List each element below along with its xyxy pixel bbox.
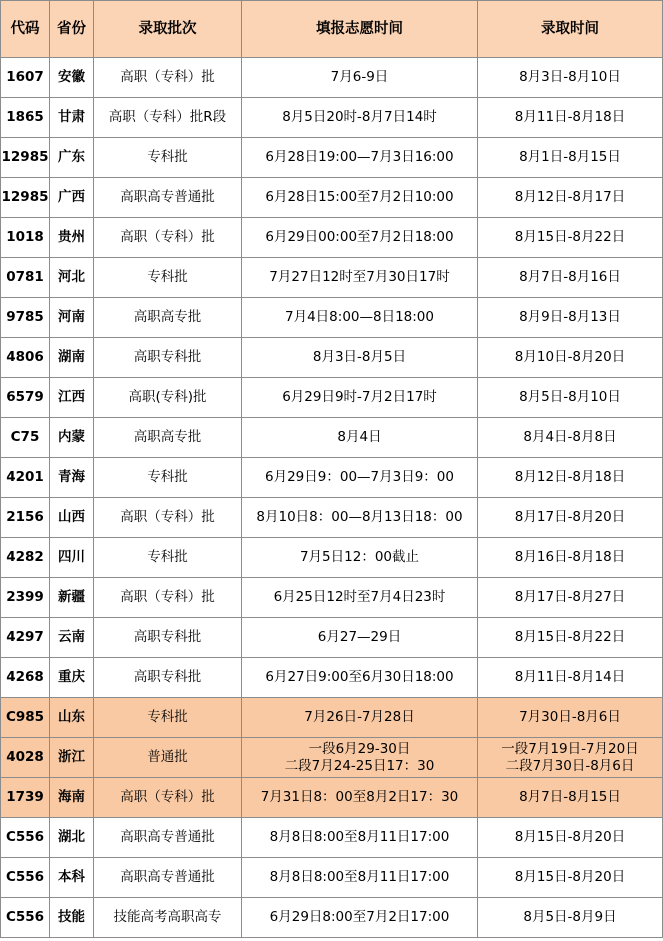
- apply-time-line: 6月29日00:00至7月2日18:00: [265, 229, 454, 245]
- cell-apply-time: [242, 98, 478, 138]
- cell-admit-time: [478, 178, 663, 218]
- admit-time-line: 8月1日-8月15日: [519, 149, 621, 165]
- table-row: [1, 178, 663, 218]
- cell-admit-time: [478, 338, 663, 378]
- cell-apply-time: [242, 378, 478, 418]
- table-row: [1, 618, 663, 658]
- admit-time-line: 8月15日-8月20日: [514, 869, 626, 885]
- cell-admit-time: [478, 578, 663, 618]
- cell-code: 9785: [1, 298, 50, 338]
- cell-batch: 技能高考高职高专: [94, 898, 242, 938]
- admit-time-line: 一段7月19日-7月20日: [501, 740, 639, 757]
- table-row: [1, 698, 663, 738]
- cell-admit-time: [478, 378, 663, 418]
- cell-province: 浙江: [50, 738, 94, 778]
- cell-province: 技能: [50, 898, 94, 938]
- table-row: [1, 658, 663, 698]
- admit-time-line: 8月5日-8月9日: [523, 909, 617, 925]
- table-row: [1, 58, 663, 98]
- cell-admit-time: [478, 298, 663, 338]
- admit-time-line: 8月7日-8月16日: [519, 269, 621, 285]
- cell-province: 湖南: [50, 338, 94, 378]
- apply-time-line: 二段7月24-25日17：30: [284, 757, 435, 774]
- cell-batch: 高职（专科）批: [94, 498, 242, 538]
- admit-time-line: 7月30日-8月6日: [519, 709, 621, 725]
- apply-time-line: 6月27—29日: [317, 629, 402, 645]
- cell-code: C556: [1, 898, 50, 938]
- cell-batch: 高职专科批: [94, 618, 242, 658]
- admit-time-line: 8月5日-8月10日: [519, 389, 621, 405]
- admit-time-line: 二段7月30日-8月6日: [505, 757, 635, 774]
- cell-province: 湖北: [50, 818, 94, 858]
- apply-time-line: 6月29日8:00至7月2日17:00: [269, 909, 450, 925]
- admit-time-line: 8月3日-8月10日: [519, 69, 621, 85]
- cell-apply-time: [242, 818, 478, 858]
- apply-time-line: 7月5日12：00截止: [299, 549, 420, 565]
- cell-admit-time: [478, 738, 663, 778]
- table-header-row: [1, 1, 663, 58]
- cell-apply-time: [242, 178, 478, 218]
- cell-admit-time: [478, 458, 663, 498]
- cell-admit-time: [478, 538, 663, 578]
- cell-batch: 高职高专批: [94, 298, 242, 338]
- cell-apply-time: [242, 538, 478, 578]
- cell-province: 四川: [50, 538, 94, 578]
- cell-code: 12985: [1, 138, 50, 178]
- header-admit-time: 录取时间: [478, 1, 663, 58]
- cell-apply-time: [242, 738, 478, 778]
- cell-batch: 高职专科批: [94, 658, 242, 698]
- cell-batch: 高职高专普通批: [94, 858, 242, 898]
- cell-code: 4028: [1, 738, 50, 778]
- admit-time-line: 8月17日-8月27日: [514, 589, 626, 605]
- admit-time-line: 8月11日-8月14日: [514, 669, 626, 685]
- cell-code: C75: [1, 418, 50, 458]
- admit-time-line: 8月16日-8月18日: [514, 549, 626, 565]
- apply-time-line: 8月4日: [337, 429, 382, 445]
- cell-batch: 高职（专科）批: [94, 218, 242, 258]
- cell-code: C556: [1, 858, 50, 898]
- cell-apply-time: [242, 218, 478, 258]
- cell-admit-time: [478, 898, 663, 938]
- cell-apply-time: [242, 578, 478, 618]
- cell-province: 本科: [50, 858, 94, 898]
- cell-apply-time: [242, 338, 478, 378]
- cell-admit-time: [478, 658, 663, 698]
- cell-code: 4268: [1, 658, 50, 698]
- cell-code: 4201: [1, 458, 50, 498]
- apply-time-line: 6月28日15:00至7月2日10:00: [265, 189, 454, 205]
- apply-time-line: 6月27日9:00至6月30日18:00: [265, 669, 454, 685]
- cell-code: 1607: [1, 58, 50, 98]
- cell-code: C985: [1, 698, 50, 738]
- cell-code: 1018: [1, 218, 50, 258]
- cell-code: 6579: [1, 378, 50, 418]
- cell-admit-time: [478, 858, 663, 898]
- header-batch: 录取批次: [94, 1, 242, 58]
- cell-batch: 专科批: [94, 138, 242, 178]
- cell-apply-time: [242, 138, 478, 178]
- cell-admit-time: [478, 218, 663, 258]
- apply-time-line: 8月3日-8月5日: [312, 349, 407, 365]
- table-row: [1, 738, 663, 778]
- cell-apply-time: [242, 858, 478, 898]
- cell-province: 内蒙: [50, 418, 94, 458]
- apply-time-line: 8月8日8:00至8月11日17:00: [269, 869, 450, 885]
- apply-time-line: 6月29日9：00—7月3日9：00: [265, 469, 454, 485]
- table-row: [1, 858, 663, 898]
- cell-batch: 专科批: [94, 538, 242, 578]
- cell-code: 2399: [1, 578, 50, 618]
- cell-batch: 专科批: [94, 458, 242, 498]
- table-row: [1, 498, 663, 538]
- apply-time-line: 6月29日9时-7月2日17时: [282, 389, 437, 405]
- admit-time-line: 8月7日-8月15日: [519, 789, 621, 805]
- apply-time-line: 7月26日-7月28日: [304, 709, 415, 725]
- cell-province: 重庆: [50, 658, 94, 698]
- table-row: [1, 138, 663, 178]
- cell-apply-time: [242, 898, 478, 938]
- cell-admit-time: [478, 778, 663, 818]
- cell-province: 广东: [50, 138, 94, 178]
- cell-batch: 专科批: [94, 698, 242, 738]
- cell-apply-time: [242, 498, 478, 538]
- cell-province: 河南: [50, 298, 94, 338]
- cell-batch: 专科批: [94, 258, 242, 298]
- cell-apply-time: [242, 418, 478, 458]
- cell-code: 4297: [1, 618, 50, 658]
- table-row: [1, 298, 663, 338]
- admit-time-line: 8月11日-8月18日: [514, 109, 626, 125]
- admit-time-line: 8月10日-8月20日: [514, 349, 626, 365]
- table-row: [1, 818, 663, 858]
- cell-apply-time: [242, 658, 478, 698]
- apply-time-line: 8月10日8：00—8月13日18：00: [256, 509, 463, 525]
- cell-province: 新疆: [50, 578, 94, 618]
- cell-apply-time: [242, 298, 478, 338]
- table-row: [1, 98, 663, 138]
- cell-batch: 高职高专普通批: [94, 818, 242, 858]
- cell-admit-time: [478, 698, 663, 738]
- table-row: [1, 778, 663, 818]
- cell-admit-time: [478, 98, 663, 138]
- admit-time-line: 8月12日-8月17日: [514, 189, 626, 205]
- admit-time-line: 8月9日-8月13日: [519, 309, 621, 325]
- apply-time-line: 6月28日19:00—7月3日16:00: [265, 149, 454, 165]
- cell-province: 甘肃: [50, 98, 94, 138]
- cell-province: 山西: [50, 498, 94, 538]
- apply-time-line: 7月31日8：00至8月2日17：30: [260, 789, 459, 805]
- table-row: [1, 538, 663, 578]
- cell-admit-time: [478, 818, 663, 858]
- apply-time-line: 6月25日12时至7月4日23时: [273, 589, 446, 605]
- cell-code: 0781: [1, 258, 50, 298]
- cell-province: 河北: [50, 258, 94, 298]
- cell-code: 1865: [1, 98, 50, 138]
- apply-time-line: 8月8日8:00至8月11日17:00: [269, 829, 450, 845]
- cell-code: 2156: [1, 498, 50, 538]
- cell-apply-time: [242, 618, 478, 658]
- admit-time-line: 8月4日-8月8日: [523, 429, 617, 445]
- cell-province: 海南: [50, 778, 94, 818]
- cell-batch: 高职（专科）批R段: [94, 98, 242, 138]
- cell-province: 山东: [50, 698, 94, 738]
- cell-code: 4806: [1, 338, 50, 378]
- cell-batch: 高职（专科）批: [94, 778, 242, 818]
- cell-province: 安徽: [50, 58, 94, 98]
- table-row: [1, 218, 663, 258]
- cell-province: 江西: [50, 378, 94, 418]
- apply-time-line: 一段6月29-30日: [308, 740, 411, 757]
- cell-admit-time: [478, 58, 663, 98]
- cell-batch: 高职高专批: [94, 418, 242, 458]
- cell-province: 云南: [50, 618, 94, 658]
- admit-time-line: 8月12日-8月18日: [514, 469, 626, 485]
- cell-admit-time: [478, 418, 663, 458]
- cell-admit-time: [478, 498, 663, 538]
- cell-batch: 高职（专科）批: [94, 58, 242, 98]
- cell-batch: 高职（专科）批: [94, 578, 242, 618]
- cell-code: 12985: [1, 178, 50, 218]
- table-row: [1, 418, 663, 458]
- cell-apply-time: [242, 458, 478, 498]
- table-row: [1, 458, 663, 498]
- apply-time-line: 8月5日20时-8月7日14时: [282, 109, 437, 125]
- cell-apply-time: [242, 698, 478, 738]
- header-province: 省份: [50, 1, 94, 58]
- cell-admit-time: [478, 138, 663, 178]
- table-row: [1, 898, 663, 938]
- admit-time-line: 8月15日-8月22日: [514, 629, 626, 645]
- cell-admit-time: [478, 258, 663, 298]
- cell-code: 4282: [1, 538, 50, 578]
- cell-admit-time: [478, 618, 663, 658]
- cell-apply-time: [242, 258, 478, 298]
- admit-time-line: 8月15日-8月20日: [514, 829, 626, 845]
- cell-apply-time: [242, 778, 478, 818]
- table-row: [1, 338, 663, 378]
- admit-time-line: 8月15日-8月22日: [514, 229, 626, 245]
- cell-province: 广西: [50, 178, 94, 218]
- cell-batch: 高职高专普通批: [94, 178, 242, 218]
- apply-time-line: 7月6-9日: [330, 69, 389, 85]
- cell-code: C556: [1, 818, 50, 858]
- cell-province: 贵州: [50, 218, 94, 258]
- cell-batch: 高职专科批: [94, 338, 242, 378]
- cell-province: 青海: [50, 458, 94, 498]
- table-row: [1, 258, 663, 298]
- header-apply-time: 填报志愿时间: [242, 1, 478, 58]
- table-row: [1, 378, 663, 418]
- apply-time-line: 7月27日12时至7月30日17时: [269, 269, 450, 285]
- header-code: 代码: [1, 1, 50, 58]
- cell-apply-time: [242, 58, 478, 98]
- cell-code: 1739: [1, 778, 50, 818]
- admit-time-line: 8月17日-8月20日: [514, 509, 626, 525]
- apply-time-line: 7月4日8:00—8日18:00: [285, 309, 434, 325]
- cell-batch: 高职(专科)批: [94, 378, 242, 418]
- table-body: [1, 58, 663, 938]
- table-row: [1, 578, 663, 618]
- cell-batch: 普通批: [94, 738, 242, 778]
